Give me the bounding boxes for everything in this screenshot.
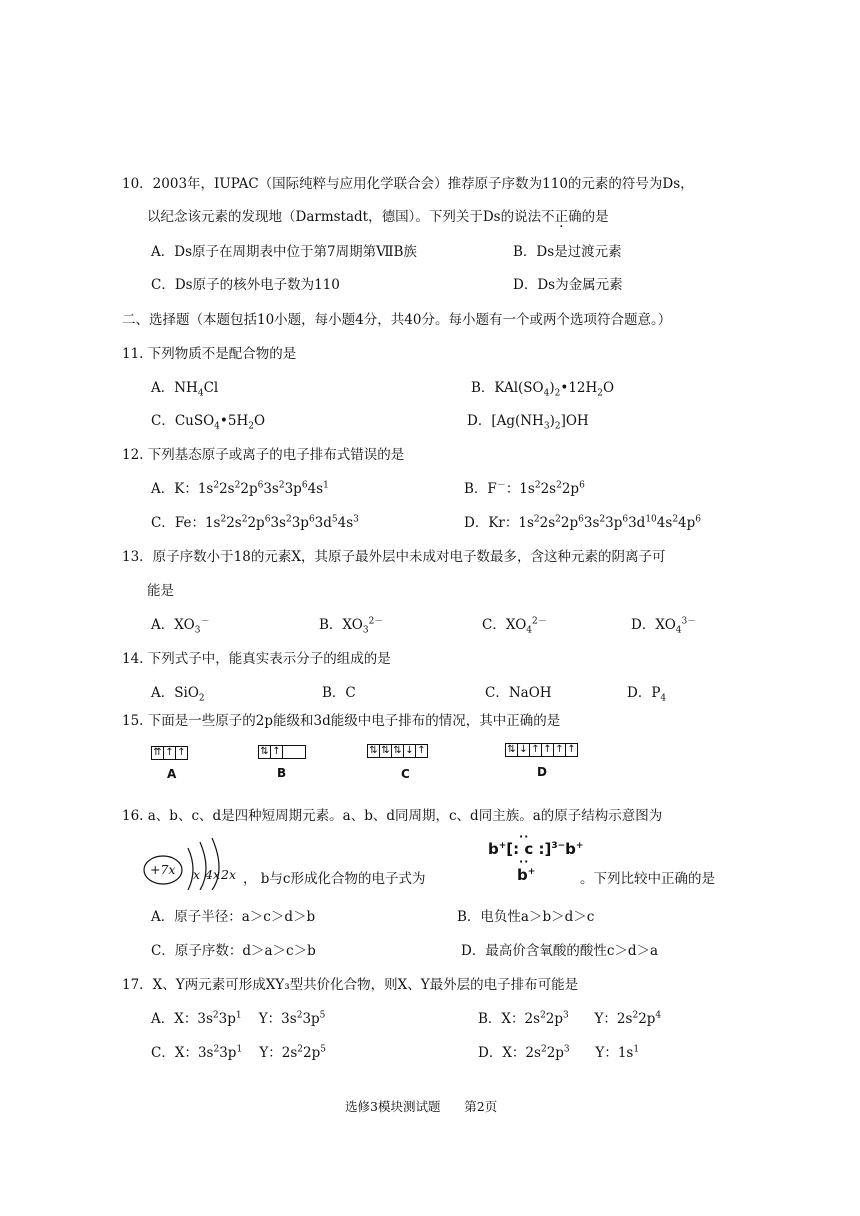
q13-option-c: C．$XO_4^{2-}$ — [482, 616, 547, 636]
orbital-box: ↓ — [403, 744, 416, 758]
orbital-diagram-d — [506, 743, 578, 757]
q13-stem-line2: 能是 — [147, 583, 174, 599]
q12-option-c: C．Fe：$1s^22s^22p^63s^23p^63d^54s^3$ — [151, 514, 359, 531]
q16-option-a: A．原子半径：a＞c＞d＞b — [151, 909, 316, 925]
orbital-box: ⇅ — [505, 743, 518, 757]
q14-option-c: C．NaOH — [485, 685, 552, 701]
q12-stem: 12. 下列基态原子或离子的电子排布式错误的是 — [122, 447, 405, 463]
q16-stem-tail: 。下列比较中正确的是 — [580, 871, 715, 887]
q13-option-a: A．$XO_3^-$ — [151, 616, 210, 636]
orbital-box: ↓ — [517, 743, 530, 757]
q16-option-d: D．最高价含氧酸的酸性c＞d＞a — [461, 943, 659, 959]
orbital-diagram-c — [368, 744, 428, 758]
q10-option-d: D．Ds为金属元素 — [513, 277, 623, 293]
orbital-label-c: C — [401, 767, 410, 781]
q12-option-a: A．K：$1s^22s^22p^63s^23p^64s^1$ — [151, 480, 329, 497]
orbital-box: ⇅ — [391, 744, 404, 758]
q17-option-c: C．X：$3s^23p^1$ Y：$2s^22p^5$ — [151, 1044, 326, 1061]
q14-option-a: A．SiO$_2$ — [151, 685, 205, 704]
orbital-box — [282, 745, 306, 759]
q12-option-d: D．Kr：$1s^22s^22p^63s^23p^63d^{10}4s^24p^6$ — [464, 514, 702, 531]
q11-option-d: D．$[Ag(NH_3)_2]OH$ — [467, 413, 589, 432]
q11-option-b: B．$KAl(SO_4)_2•12H_2O$ — [471, 380, 615, 399]
shell-electrons-1: x — [193, 867, 201, 882]
orbital-box: ↑ — [553, 743, 566, 757]
q15-stem: 15. 下面是一些原子的2p能级和3d能级中电子排布的情况，其中正确的是 — [122, 713, 561, 729]
orbital-box: ↑ — [163, 746, 176, 760]
orbital-box: ↑ — [270, 745, 283, 759]
orbital-box: ⇈ — [151, 746, 164, 760]
emphasis-text: 不正确 — [541, 209, 582, 225]
q14-option-b: B．C — [322, 685, 356, 701]
orbital-box: ↑ — [529, 743, 542, 757]
orbital-diagram-a — [152, 746, 188, 760]
q16-option-b: B．电负性a＞b＞d＞c — [457, 909, 595, 925]
lone-pair-dots-bottom: ·· — [519, 855, 530, 868]
lone-pair-dots-top: ·· — [519, 830, 530, 843]
q16-option-c: C．原子序数：d＞a＞c＞b — [151, 943, 316, 959]
q13-option-d: D．$XO_4^{3-}$ — [631, 616, 697, 636]
q16-stem: 16. a、b、c、d是四种短周期元素。a、b、d同周期，c、d同主族。a的原子结构示意图为 — [122, 808, 663, 824]
q17-stem: 17．X、Y两元素可形成XY₃型共价化合物，则X、Y最外层的电子排布可能是 — [122, 977, 579, 993]
shell-electrons-2: 4x — [205, 867, 221, 882]
q13-option-b: B．$XO_3^{2-}$ — [319, 616, 384, 636]
orbital-box: ↑ — [565, 743, 578, 757]
q11-stem: 11. 下列物质不是配合物的是 — [122, 346, 297, 362]
page-footer: 选修3模块测试题 第2页 — [345, 1099, 498, 1114]
q10-stem-line1: 10．2003年，IUPAC（国际纯粹与应用化学联合会）推荐原子序数为110的元素的符号为Ds， — [122, 176, 694, 192]
orbital-box: ⇅ — [367, 744, 380, 758]
orbital-box: ↑ — [175, 746, 188, 760]
q14-option-d: D．$P_4$ — [627, 685, 667, 704]
orbital-box: ↑ — [541, 743, 554, 757]
nucleus-charge: +7x — [150, 862, 176, 877]
orbital-box: ⇅ — [258, 745, 271, 759]
q13-stem-line1: 13．原子序数小于18的元素X，其原子最外层中未成对电子数最多，含这种元素的阴离子可 — [122, 549, 666, 565]
electron-formula: b+[: c :]$^{3-}$b+ — [488, 840, 584, 858]
q17-option-d: D．X：$2s^22p^3$ Y：$1s^1$ — [478, 1044, 640, 1061]
orbital-label-a: A — [167, 767, 177, 781]
electron-formula-bottom: b+ — [517, 866, 536, 884]
orbital-box: ↑ — [415, 744, 428, 758]
orbital-label-d: D — [537, 765, 547, 779]
q10-option-c: C．Ds原子的核外电子数为110 — [151, 277, 340, 293]
q11-option-c: C．$CuSO_4•5H_2O$ — [151, 413, 266, 432]
orbital-label-b: B — [277, 766, 287, 780]
shell-electrons-3: 2x — [221, 867, 237, 882]
q10-option-a: A．Ds原子在周期表中位于第7周期第ⅦB族 — [151, 244, 417, 260]
q14-stem: 14. 下列式子中，能真实表示分子的组成的是 — [122, 651, 391, 667]
q10-option-b: B．Ds是过渡元素 — [513, 244, 622, 260]
orbital-diagram-b — [259, 745, 306, 759]
q16-stem-mid: ， b与c形成化合物的电子式为 — [243, 871, 426, 887]
orbital-box: ⇅ — [379, 744, 392, 758]
q11-option-a: A．$NH_4Cl$ — [151, 380, 219, 399]
q17-option-b: B．X：$2s^22p^3$ Y：$2s^22p^4$ — [478, 1010, 662, 1027]
q10-stem-line2: 以纪念该元素的发现地（Darmstadt，德国）。下列关于Ds的说法不正确的是 — [147, 209, 609, 225]
section-2-heading: 二、选择题（本题包括10小题，每小题4分，共40分。每小题有一个或两个选项符合题意。） — [122, 312, 672, 328]
q12-option-b: B．F－：$1s^22s^22p^6$ — [464, 480, 585, 497]
q17-option-a: A．X：$3s^23p^1$ Y：$3s^23p^5$ — [151, 1010, 326, 1027]
